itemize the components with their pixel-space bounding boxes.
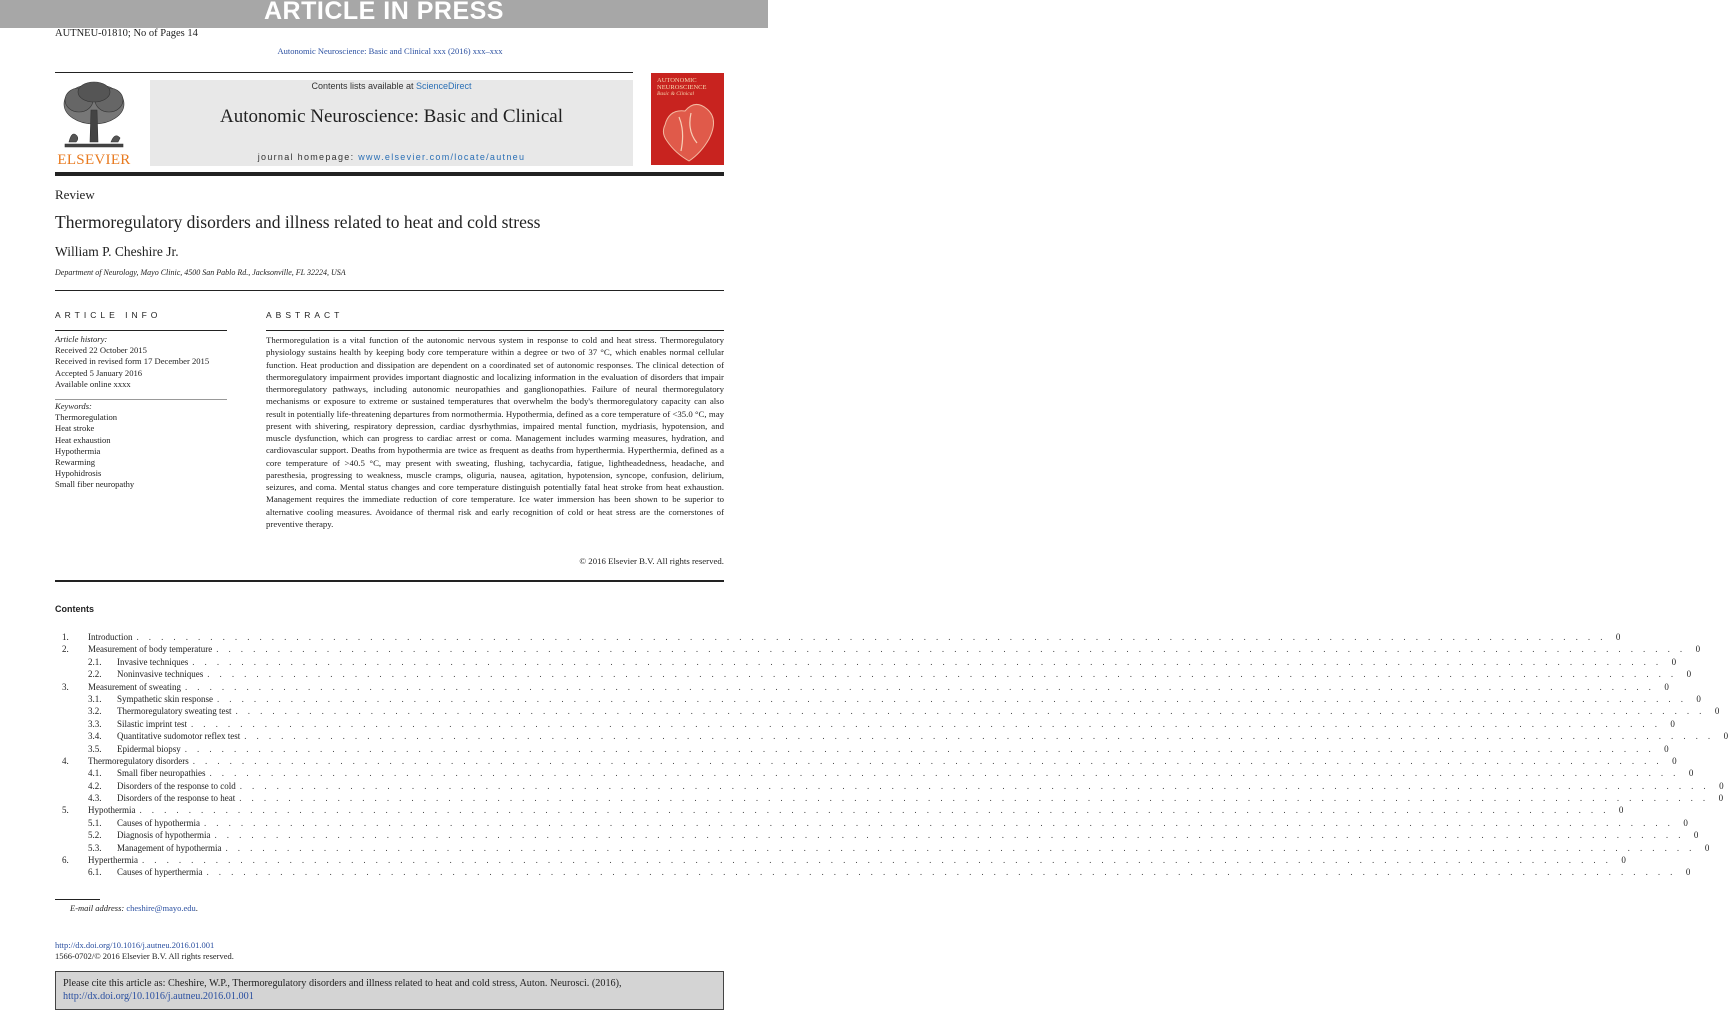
toc-page-number: 0 xyxy=(1685,867,1691,878)
toc-leader-dots: . . . . . . . . . . . . . . . . . . . . . . . . . . . . . . . . . . . . . . . . . . . . . . . . . . . . . . . . . . . . . . . . . . . . . . . . . . . . . . . . . . . . . . . . . . . . . . . . . . . . . . . . . . . . . . . . . . . . . . . . xyxy=(136,632,1607,642)
contents-title: Contents xyxy=(55,604,94,614)
citation-prefix: Please cite this article as: Cheshire, W.P., Thermoregulatory disorders and illness related to heat and cold stress, Auton. Neurosci. (2016), xyxy=(63,978,622,989)
toc-page-number: 0 xyxy=(1704,842,1710,853)
toc-label[interactable]: Silastic imprint test xyxy=(117,718,187,729)
footnote xyxy=(70,903,198,913)
toc-page-number: 0 xyxy=(1664,743,1669,754)
toc-leader-dots: . . . . . . . . . . . . . . . . . . . . . . . . . . . . . . . . . . . . . . . . . . . . . . . . . . . . . . . . . . . . . . . . . . . . . . . . . . . . . . . . . . . . . . . . . . . . . . . . . . . . . . . . . . . . . . . . . . . . . . . . xyxy=(184,743,1655,754)
header-thick-rule xyxy=(55,172,724,176)
cover-line-2: NEUROSCIENCE xyxy=(657,84,707,91)
history-item: Available online xxxx xyxy=(55,378,131,389)
toc-entry[interactable] xyxy=(62,643,1701,655)
toc-label[interactable]: Diagnosis of hypothermia xyxy=(117,830,211,841)
toc-label[interactable]: Small fiber neuropathies xyxy=(117,768,206,779)
cover-line-1: AUTONOMIC xyxy=(657,77,697,84)
banner-text: ARTICLE IN PRESS xyxy=(264,0,504,25)
journal-homepage xyxy=(150,152,633,162)
keyword-item[interactable]: Hypothermia xyxy=(55,445,101,456)
toc-number: 4. xyxy=(62,755,69,766)
toc-number: 4.1. xyxy=(88,768,102,779)
toc-number: 3.2. xyxy=(88,706,102,717)
toc-page-number: 0 xyxy=(1618,805,1624,816)
toc-label[interactable]: Quantitative sudomotor reflex test xyxy=(117,731,241,742)
article-type: Review xyxy=(55,187,95,202)
toc-label[interactable]: Epidermal biopsy xyxy=(117,743,181,754)
toc-label[interactable]: Disorders of the response to heat xyxy=(117,793,236,804)
toc-number: 3. xyxy=(62,681,69,692)
toc-page-number: 0 xyxy=(1615,632,1621,642)
cover-heart-image xyxy=(651,73,724,165)
toc-entry[interactable] xyxy=(62,866,1691,878)
keyword-item[interactable]: Hypohidrosis xyxy=(55,468,102,479)
manuscript-id: AUTNEU-01810; No of Pages 14 xyxy=(55,28,198,39)
toc-page-number: 0 xyxy=(1664,681,1669,692)
toc-label[interactable]: Measurement of body temperature xyxy=(88,644,213,655)
toc-leader-dots: . . . . . . . . . . . . . . . . . . . . . . . . . . . . . . . . . . . . . . . . . . . . . . . . . . . . . . . . . . . . . . . . . . . . . . . . . . . . . . . . . . . . . . . . . . . . . . . . . . . . . . . . . . . . . . . . . . . . . . . . xyxy=(217,693,1687,704)
toc-leader-dots: . . . . . . . . . . . . . . . . . . . . . . . . . . . . . . . . . . . . . . . . . . . . . . . . . . . . . . . . . . . . . . . . . . . . . . . . . . . . . . . . . . . . . . . . . . . . . . . . . . . . . . . . . . . . . . . . . . . . . . . . xyxy=(191,718,1661,729)
toc-leader-dots: . . . . . . . . . . . . . . . . . . . . . . . . . . . . . . . . . . . . . . . . . . . . . . . . . . . . . . . . . . . . . . . . . . . . . . . . . . . . . . . . . . . . . . . . . . . . . . . . . . . . . . . . . . . . . . . . . . . . . . . . xyxy=(206,867,1677,878)
homepage-link[interactable]: www.elsevier.com/locate/autneu xyxy=(358,152,526,162)
header-rule xyxy=(55,72,633,73)
citation-doi-link[interactable]: http://dx.doi.org/10.1016/j.autneu.2016.01.001 xyxy=(63,991,254,1002)
elsevier-wordmark: ELSEVIER xyxy=(57,152,131,168)
history-item: Received in revised form 17 December 2015 xyxy=(55,356,210,367)
toc-number: 6. xyxy=(62,855,69,866)
toc-label[interactable]: Disorders of the response to cold xyxy=(117,780,236,791)
body-rule xyxy=(55,580,724,582)
citation-text xyxy=(63,977,718,1003)
toc-number: 4.2. xyxy=(88,780,102,791)
toc-leader-dots: . . . . . . . . . . . . . . . . . . . . . . . . . . . . . . . . . . . . . . . . . . . . . . . . . . . . . . . . . . . . . . . . . . . . . . . . . . . . . . . . . . . . . . . . . . . . . . . . . . . . . . . . . . . . . . . . . . . . . . . . xyxy=(203,817,1674,828)
toc-page-number: 0 xyxy=(1683,817,1688,828)
tree-icon xyxy=(55,80,133,152)
toc-entry[interactable] xyxy=(62,730,1728,742)
toc-entry[interactable] xyxy=(62,829,1699,841)
article-info-heading: ARTICLE INFO xyxy=(55,310,162,320)
journal-cover-thumbnail[interactable] xyxy=(651,73,724,165)
keyword-list xyxy=(55,412,227,490)
toc-entry[interactable] xyxy=(62,842,1710,854)
article-in-press-banner xyxy=(0,0,768,28)
cover-line-3: Basic & Clinical xyxy=(657,91,694,97)
keyword-item[interactable]: Heat exhaustion xyxy=(55,434,111,445)
toc-label[interactable]: Hyperthermia xyxy=(88,855,138,866)
toc-entry[interactable] xyxy=(62,755,1677,767)
keyword-item[interactable]: Thermoregulation xyxy=(55,412,118,423)
toc-label[interactable]: Sympathetic skin response xyxy=(117,693,213,704)
toc-label[interactable]: Management of hypothermia xyxy=(117,842,222,853)
toc-label[interactable]: Thermoregulatory sweating test xyxy=(117,706,232,717)
journal-reference-link[interactable]: Autonomic Neuroscience: Basic and Clinical xxx (2016) xxx–xxx xyxy=(277,46,503,56)
history-list xyxy=(55,345,227,390)
email-link[interactable]: cheshire@mayo.edu xyxy=(126,903,196,913)
toc-entry[interactable] xyxy=(62,804,1624,816)
toc-entry[interactable] xyxy=(62,718,1675,730)
elsevier-logo[interactable] xyxy=(55,80,133,166)
toc-label[interactable]: Hypothermia xyxy=(88,805,136,816)
article-title: Thermoregulatory disorders and illness related to heat and cold stress xyxy=(55,212,541,232)
toc-entry[interactable] xyxy=(62,631,1621,643)
toc-label[interactable]: Causes of hypothermia xyxy=(117,817,200,828)
abstract-copyright: © 2016 Elsevier B.V. All rights reserved. xyxy=(579,556,724,566)
toc-page-number: 0 xyxy=(1723,731,1728,742)
citation-box xyxy=(55,971,724,1010)
doi-link[interactable]: http://dx.doi.org/10.1016/j.autneu.2016.01.001 xyxy=(55,940,215,950)
toc-leader-dots: . . . . . . . . . . . . . . . . . . . . . . . . . . . . . . . . . . . . . . . . . . . . . . . . . . . . . . . . . . . . . . . . . . . . . . . . . . . . . . . . . . . . . . . . . . . . . . . . . . . . . . . . . . . . . . . . . . . . . . . . xyxy=(225,842,1696,853)
toc-entry[interactable] xyxy=(62,668,1692,680)
abstract-text: Thermoregulation is a vital function of the autonomic nervous system in response to cold and heat stress. Thermoregulatory physiology sustains health by keeping body core temperature within a degree or two of 37 °C, which enables normal cellular function. Heat production and dissipation are dependent on a coordinated set of autonomic responses. The clinical detection of thermoregulatory impairment provides important diagnostic and localizing information in the evaluation of disorders that impair thermoregulatory pathways, including autonomic neuropathies and ganglionopathies. Failure of neural thermoregulatory mechanisms or exposure to extreme or sustained temperatures that overwhelm the body's thermoregulatory capacity can also result in potentially life-threatening departures from normothermia. Hypothermia, defined as a core temperature of <35.0 °C, may present with shivering, respiratory depression, cardiac dysrhythmias, impaired mental function, mydriasis, hypotension, and muscle dysfunction, which can progress to cardiac arrest or coma. Management includes warming measures, hydration, and cardiovascular support. Deaths from hypothermia are twice as frequent as deaths from hyperthermia. Hyperthermia, defined as a core temperature of >40.5 °C, may present with sweating, flushing, tachycardia, fatigue, lightheadedness, headache, and paresthesia, progressing to weakness, muscle cramps, oliguria, nausea, agitation, hypotension, syncope, confusion, delirium, seizures, and coma. Mental status changes and core temperature distinguish potentially fatal heat stroke from heat exhaustion. Management requires the immediate reduction of core temperature. Ice water immersion has been shown to be superior to alternative cooling measures. Avoidance of thermal risk and early recognition of cold or heat stress are the cornerstones of preventive therapy. xyxy=(266,335,724,529)
toc-page-number: 0 xyxy=(1686,669,1692,680)
toc-page-number: 0 xyxy=(1621,855,1626,866)
table-of-contents xyxy=(62,631,1728,879)
toc-entry[interactable] xyxy=(62,705,1720,717)
toc-leader-dots: . . . . . . . . . . . . . . . . . . . . . . . . . . . . . . . . . . . . . . . . . . . . . . . . . . . . . . . . . . . . . . . . . . . . . . . . . . . . . . . . . . . . . . . . . . . . . . . . . . . . . . . . . . . . . . . . . . . . . . . . xyxy=(244,731,1715,742)
journal-title: Autonomic Neuroscience: Basic and Clinical xyxy=(220,106,563,127)
toc-label[interactable]: Introduction xyxy=(88,632,133,642)
toc-leader-dots: . . . . . . . . . . . . . . . . . . . . . . . . . . . . . . . . . . . . . . . . . . . . . . . . . . . . . . . . . . . . . . . . . . . . . . . . . . . . . . . . . . . . . . . . . . . . . . . . . . . . . . . . . . . . . . . . . . . . . . . . xyxy=(207,669,1678,680)
toc-entry[interactable] xyxy=(62,656,1677,668)
toc-leader-dots: . . . . . . . . . . . . . . . . . . . . . . . . . . . . . . . . . . . . . . . . . . . . . . . . . . . . . . . . . . . . . . . . . . . . . . . . . . . . . . . . . . . . . . . . . . . . . . . . . . . . . . . . . . . . . . . . . . . . . . . . xyxy=(192,755,1663,766)
toc-page-number: 0 xyxy=(1696,693,1701,704)
abstract-heading: ABSTRACT xyxy=(266,310,344,320)
toc-number: 3.4. xyxy=(88,731,102,742)
toc-entry[interactable] xyxy=(62,743,1669,755)
keywords-block xyxy=(55,401,227,491)
footnote-suffix: . xyxy=(195,903,198,913)
toc-page-number: 0 xyxy=(1672,755,1677,766)
abstract-rule xyxy=(266,330,724,331)
sciencedirect-link[interactable]: ScienceDirect xyxy=(416,81,472,91)
keyword-item[interactable]: Small fiber neuropathy xyxy=(55,479,135,490)
toc-leader-dots: . . . . . . . . . . . . . . . . . . . . . . . . . . . . . . . . . . . . . . . . . . . . . . . . . . . . . . . . . . . . . . . . . . . . . . . . . . . . . . . . . . . . . . . . . . . . . . . . . . . . . . . . . . . . . . . . . . . . . . . . xyxy=(184,681,1655,692)
toc-number: 2.1. xyxy=(88,656,102,667)
author-name[interactable]: William P. Cheshire Jr. xyxy=(55,244,179,259)
toc-page-number: 0 xyxy=(1693,830,1699,841)
toc-leader-dots: . . . . . . . . . . . . . . . . . . . . . . . . . . . . . . . . . . . . . . . . . . . . . . . . . . . . . . . . . . . . . . . . . . . . . . . . . . . . . . . . . . . . . . . . . . . . . . . . . . . . . . . . . . . . . . . . . . . . . . . . xyxy=(209,768,1680,779)
contents-availability xyxy=(150,81,633,91)
toc-entry[interactable] xyxy=(62,792,1724,804)
journal-header-box xyxy=(150,80,633,166)
toc-leader-dots: . . . . . . . . . . . . . . . . . . . . . . . . . . . . . . . . . . . . . . . . . . . . . . . . . . . . . . . . . . . . . . . . . . . . . . . . . . . . . . . . . . . . . . . . . . . . . . . . . . . . . . . . . . . . . . . . . . . . . . . . xyxy=(141,855,1612,866)
toc-leader-dots: . . . . . . . . . . . . . . . . . . . . . . . . . . . . . . . . . . . . . . . . . . . . . . . . . . . . . . . . . . . . . . . . . . . . . . . . . . . . . . . . . . . . . . . . . . . . . . . . . . . . . . . . . . . . . . . . . . . . . . . . xyxy=(139,805,1610,816)
toc-number: 3.1. xyxy=(88,693,102,704)
keywords-label: Keywords: xyxy=(55,401,92,411)
toc-entry[interactable] xyxy=(62,817,1688,829)
toc-leader-dots: . . . . . . . . . . . . . . . . . . . . . . . . . . . . . . . . . . . . . . . . . . . . . . . . . . . . . . . . . . . . . . . . . . . . . . . . . . . . . . . . . . . . . . . . . . . . . . . . . . . . . . . . . . . . . . . . . . . . . . . . xyxy=(192,656,1663,667)
homepage-prefix: journal homepage: xyxy=(257,152,359,162)
toc-entry[interactable] xyxy=(62,854,1626,866)
toc-page-number: 0 xyxy=(1714,706,1720,717)
toc-entry[interactable] xyxy=(62,767,1694,779)
footnote-rule xyxy=(55,899,100,900)
toc-number: 5.3. xyxy=(88,842,102,853)
toc-number: 3.5. xyxy=(88,743,102,754)
toc-number: 3.3. xyxy=(88,718,102,729)
toc-number: 5.2. xyxy=(88,830,102,841)
toc-page-number: 0 xyxy=(1670,718,1675,729)
keyword-item[interactable]: Rewarming xyxy=(55,457,96,468)
issn-copyright: 1566-0702/© 2016 Elsevier B.V. All rights reserved. xyxy=(55,951,234,961)
article-info-rule xyxy=(55,330,227,331)
toc-label[interactable]: Thermoregulatory disorders xyxy=(88,755,189,766)
toc-number: 2. xyxy=(62,644,69,655)
toc-entry[interactable] xyxy=(62,681,1669,693)
affiliation-rule xyxy=(55,290,724,291)
toc-leader-dots: . . . . . . . . . . . . . . . . . . . . . . . . . . . . . . . . . . . . . . . . . . . . . . . . . . . . . . . . . . . . . . . . . . . . . . . . . . . . . . . . . . . . . . . . . . . . . . . . . . . . . . . . . . . . . . . . . . . . . . . . xyxy=(239,780,1710,791)
history-label: Article history: xyxy=(55,334,108,344)
article-history xyxy=(55,334,227,390)
keywords-rule xyxy=(55,399,227,400)
history-item: Received 22 October 2015 xyxy=(55,345,147,356)
toc-number: 5.1. xyxy=(88,817,102,828)
toc-leader-dots: . . . . . . . . . . . . . . . . . . . . . . . . . . . . . . . . . . . . . . . . . . . . . . . . . . . . . . . . . . . . . . . . . . . . . . . . . . . . . . . . . . . . . . . . . . . . . . . . . . . . . . . . . . . . . . . . . . . . . . . . xyxy=(216,644,1687,655)
footnote-label: E-mail address: xyxy=(70,903,127,913)
toc-number: 5. xyxy=(62,805,69,816)
toc-entry[interactable] xyxy=(62,780,1724,792)
toc-page-number: 0 xyxy=(1718,793,1724,804)
toc-number: 4.3. xyxy=(88,793,102,804)
toc-page-number: 0 xyxy=(1671,656,1677,667)
toc-label[interactable]: Invasive techniques xyxy=(117,656,189,667)
keyword-item[interactable]: Heat stroke xyxy=(55,423,95,434)
toc-label[interactable]: Causes of hyperthermia xyxy=(117,867,203,878)
toc-leader-dots: . . . . . . . . . . . . . . . . . . . . . . . . . . . . . . . . . . . . . . . . . . . . . . . . . . . . . . . . . . . . . . . . . . . . . . . . . . . . . . . . . . . . . . . . . . . . . . . . . . . . . . . . . . . . . . . . . . . . . . . . xyxy=(214,830,1685,841)
toc-page-number: 0 xyxy=(1688,768,1694,779)
toc-number: 6.1. xyxy=(88,867,102,878)
toc-leader-dots: . . . . . . . . . . . . . . . . . . . . . . . . . . . . . . . . . . . . . . . . . . . . . . . . . . . . . . . . . . . . . . . . . . . . . . . . . . . . . . . . . . . . . . . . . . . . . . . . . . . . . . . . . . . . . . . . . . . . . . . . xyxy=(239,793,1710,804)
toc-number: 1. xyxy=(62,632,69,642)
toc-entry[interactable] xyxy=(62,693,1701,705)
toc-leader-dots: . . . . . . . . . . . . . . . . . . . . . . . . . . . . . . . . . . . . . . . . . . . . . . . . . . . . . . . . . . . . . . . . . . . . . . . . . . . . . . . . . . . . . . . . . . . . . . . . . . . . . . . . . . . . . . . . . . . . . . . . xyxy=(235,706,1706,717)
history-item: Accepted 5 January 2016 xyxy=(55,367,143,378)
toc-page-number: 0 xyxy=(1719,780,1724,791)
toc-number: 2.2. xyxy=(88,669,102,680)
toc-label[interactable]: Noninvasive techniques xyxy=(117,669,204,680)
toc-page-number: 0 xyxy=(1695,644,1701,655)
toc-label[interactable]: Measurement of sweating xyxy=(88,681,181,692)
author-affiliation: Department of Neurology, Mayo Clinic, 4500 San Pablo Rd., Jacksonville, FL 32224, USA xyxy=(55,268,346,277)
contents-prefix: Contents lists available at xyxy=(311,81,417,91)
